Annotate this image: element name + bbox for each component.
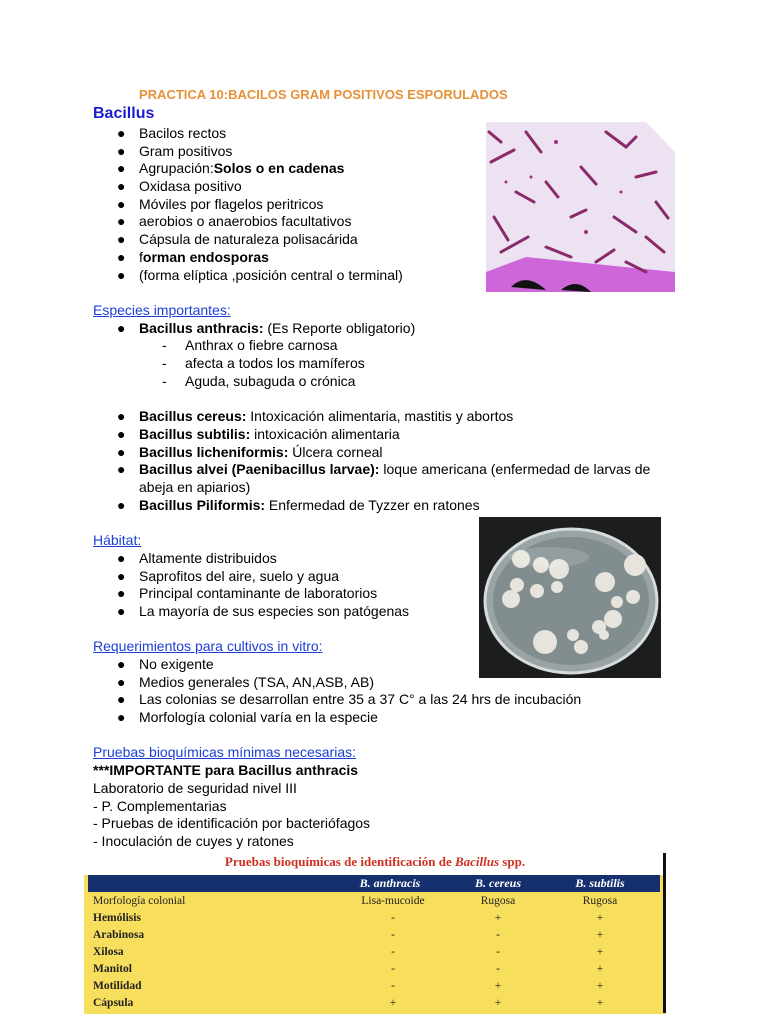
column-header: B. subtilis: [575, 876, 625, 890]
biochem-table: [84, 853, 666, 1014]
table-row: Morfología colonial Lisa-mucoide Rugosa Rugosa: [93, 895, 618, 907]
text-line: - Inoculación de cuyes y ratones: [93, 833, 294, 849]
important-note: ***IMPORTANTE para Bacillus anthracis: [93, 762, 359, 778]
species-heading: Especies importantes:: [93, 302, 231, 318]
table-row: Xilosa - - +: [93, 946, 604, 958]
column-header: B. anthracis: [359, 876, 421, 890]
table-row: Motilidad - + +: [93, 980, 604, 992]
petri-dish-photo: [479, 517, 661, 678]
column-header: B. cereus: [475, 876, 521, 890]
table-row: Cápsula + + +: [93, 997, 604, 1009]
biochem-heading: Pruebas bioquímicas mínimas necesarias:: [93, 744, 357, 760]
table-row: Arabinosa - - +: [93, 929, 604, 941]
table-border: [663, 853, 666, 1013]
culture-heading: Requerimientos para cultivos in vitro:: [93, 638, 323, 654]
page-title: PRACTICA 10:BACILOS GRAM POSITIVOS ESPORULADOS: [139, 87, 508, 102]
genus-heading: Bacillus: [93, 105, 155, 122]
table-row: Hemólisis - + +: [93, 912, 604, 924]
table-title: Pruebas bioquímicas de identificación de Bacillus spp.: [84, 853, 666, 875]
micrograph-drawing: [486, 122, 675, 292]
petri-dish-drawing: [479, 517, 661, 678]
habitat-heading: Hábitat:: [93, 532, 142, 548]
table-row: Manitol - - +: [93, 963, 604, 975]
text-line: - P. Complementarias: [93, 798, 227, 814]
gram-stain-micrograph: [486, 122, 675, 292]
table-header: [88, 875, 660, 892]
list-item-continuation: abeja en apiarios): [139, 479, 251, 495]
text-line: - Pruebas de identificación por bacteriófagos: [93, 815, 371, 831]
text-line: Laboratorio de seguridad nivel III: [93, 780, 297, 796]
